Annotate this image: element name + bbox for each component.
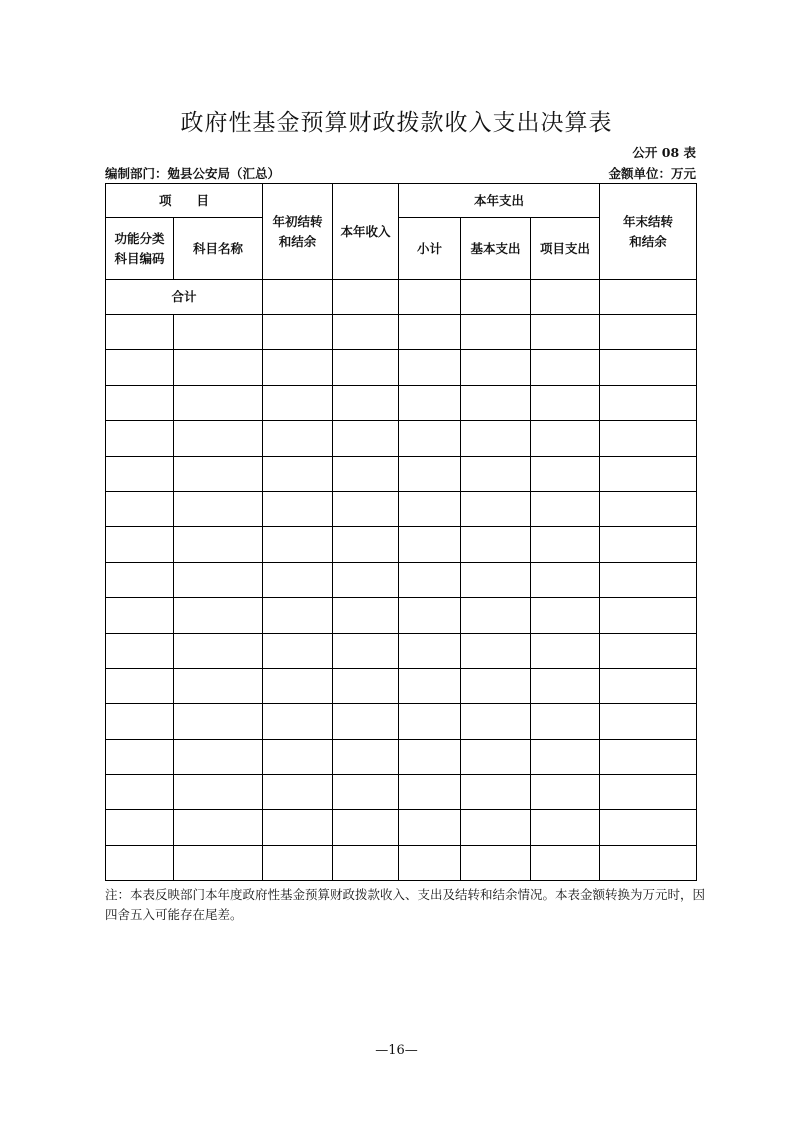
- table-cell: [174, 456, 263, 491]
- table-cell: [461, 350, 531, 385]
- header-subtotal: 小计: [399, 218, 461, 280]
- table-cell: [174, 562, 263, 597]
- table-cell: [263, 810, 333, 845]
- table-cell: [461, 633, 531, 668]
- table-row: [106, 527, 697, 562]
- table-cell: [600, 775, 697, 810]
- table-cell: [263, 315, 333, 350]
- form-number: 公开 08 表: [632, 145, 696, 160]
- table-row: [106, 385, 697, 420]
- table-cell: [106, 704, 174, 739]
- table-cell: [106, 739, 174, 774]
- table-cell: [399, 456, 461, 491]
- table-cell: [600, 704, 697, 739]
- table-cell: [106, 315, 174, 350]
- table-cell: [106, 810, 174, 845]
- table-cell: [531, 315, 600, 350]
- amount-unit: 金额单位：万元: [608, 166, 696, 181]
- table-cell: [174, 845, 263, 880]
- table-cell: [531, 456, 600, 491]
- table-cell: [531, 527, 600, 562]
- table-cell: [399, 633, 461, 668]
- table-cell: [174, 385, 263, 420]
- table-cell: [263, 668, 333, 703]
- table-cell: [600, 315, 697, 350]
- table-cell: [461, 598, 531, 633]
- table-cell: [333, 280, 399, 315]
- table-cell: [263, 385, 333, 420]
- table-cell: [461, 668, 531, 703]
- table-cell: [263, 845, 333, 880]
- table-row: [106, 775, 697, 810]
- table-cell: [333, 739, 399, 774]
- table-cell: [174, 598, 263, 633]
- table-cell: [600, 739, 697, 774]
- table-cell: [399, 562, 461, 597]
- table-row: [106, 668, 697, 703]
- table-cell: [531, 280, 600, 315]
- table-cell: [399, 704, 461, 739]
- table-cell: [399, 385, 461, 420]
- header-annual-income: 本年收入: [333, 184, 399, 280]
- table-note: 注：本表反映部门本年度政府性基金预算财政拨款收入、支出及结转和结余情况。本表金额转换为万元时，因四舍五入可能存在尾差。: [105, 887, 706, 922]
- table-cell: [531, 845, 600, 880]
- table-cell: [399, 527, 461, 562]
- table-cell: [263, 527, 333, 562]
- table-cell: [461, 562, 531, 597]
- header-subject-name: 科目名称: [174, 218, 263, 280]
- table-cell: [399, 598, 461, 633]
- table-cell: [333, 775, 399, 810]
- table-cell: [600, 810, 697, 845]
- table-cell: [531, 704, 600, 739]
- table-cell: [461, 491, 531, 526]
- table-cell: [174, 527, 263, 562]
- total-row: [106, 280, 697, 315]
- header-basic-expense: 基本支出: [461, 218, 531, 280]
- table-cell: [531, 668, 600, 703]
- compiling-department: 编制部门：勉县公安局（汇总）: [105, 166, 281, 181]
- table-row: [106, 845, 697, 880]
- table-cell: [174, 704, 263, 739]
- table-cell: [399, 739, 461, 774]
- table-cell: [174, 633, 263, 668]
- table-cell: [263, 491, 333, 526]
- table-cell: [106, 527, 174, 562]
- table-cell: [333, 633, 399, 668]
- table-cell: [399, 845, 461, 880]
- table-cell: [461, 704, 531, 739]
- table-row: [106, 633, 697, 668]
- table-cell: [461, 315, 531, 350]
- table-cell: [461, 280, 531, 315]
- table-cell: [106, 562, 174, 597]
- table-cell: [600, 385, 697, 420]
- table-cell: [174, 739, 263, 774]
- table-cell: [333, 350, 399, 385]
- table-cell: [600, 633, 697, 668]
- table-row: [106, 456, 697, 491]
- header-begin-balance: 年初结转 和结余: [263, 184, 333, 280]
- page-title: 政府性基金预算财政拨款收入支出决算表: [180, 110, 613, 136]
- table-cell: [600, 280, 697, 315]
- table-cell: [399, 668, 461, 703]
- table-cell: [333, 845, 399, 880]
- table-cell: [333, 527, 399, 562]
- table-cell: [600, 421, 697, 456]
- table-cell: [174, 668, 263, 703]
- table-cell: [106, 598, 174, 633]
- table-cell: [106, 421, 174, 456]
- table-row: [106, 350, 697, 385]
- table-cell: [531, 385, 600, 420]
- table-row: [106, 421, 697, 456]
- table-cell: [461, 810, 531, 845]
- table-row: [106, 562, 697, 597]
- table-cell: [106, 775, 174, 810]
- table-cell: [263, 739, 333, 774]
- table-cell: [333, 491, 399, 526]
- table-cell: [106, 456, 174, 491]
- table-cell: [531, 421, 600, 456]
- table-cell: [263, 562, 333, 597]
- table-cell: [333, 315, 399, 350]
- table-cell: [461, 385, 531, 420]
- header-end-balance: 年末结转 和结余: [600, 184, 697, 280]
- header-project-expense: 项目支出: [531, 218, 600, 280]
- page-number: —16—: [375, 1043, 418, 1058]
- table-cell: [174, 315, 263, 350]
- table-cell: [531, 810, 600, 845]
- table-cell: [263, 280, 333, 315]
- table-cell: [333, 562, 399, 597]
- table-cell: [333, 668, 399, 703]
- table-cell: [531, 739, 600, 774]
- table-cell: [600, 491, 697, 526]
- table-cell: [263, 704, 333, 739]
- table-cell: [399, 350, 461, 385]
- table-cell: [106, 633, 174, 668]
- table-cell: [531, 562, 600, 597]
- table-row: [106, 810, 697, 845]
- table-cell: [531, 598, 600, 633]
- table-cell: [333, 704, 399, 739]
- table-cell: [461, 845, 531, 880]
- table-cell: [600, 845, 697, 880]
- table-cell: [174, 421, 263, 456]
- table-cell: [600, 350, 697, 385]
- header-annual-expense: 本年支出: [399, 184, 600, 218]
- budget-table: [105, 183, 697, 881]
- table-cell: [263, 775, 333, 810]
- table-cell: [174, 810, 263, 845]
- table-cell: [399, 280, 461, 315]
- table-row: [106, 739, 697, 774]
- table-cell: [106, 668, 174, 703]
- table-cell: [531, 775, 600, 810]
- header-item: 项 目: [106, 184, 263, 218]
- table-row: [106, 704, 697, 739]
- table-cell: [600, 562, 697, 597]
- table-cell: [461, 421, 531, 456]
- table-cell: [461, 527, 531, 562]
- table-cell: [600, 598, 697, 633]
- table-cell: [333, 598, 399, 633]
- table-cell: [600, 456, 697, 491]
- table-cell: [106, 385, 174, 420]
- table-cell: [174, 350, 263, 385]
- table-cell: [461, 739, 531, 774]
- table-cell: [263, 598, 333, 633]
- table-cell: [399, 491, 461, 526]
- table-cell: [333, 810, 399, 845]
- table-row: [106, 491, 697, 526]
- table-cell: [399, 421, 461, 456]
- table-cell: [106, 845, 174, 880]
- table-cell: [333, 421, 399, 456]
- table-cell: [461, 775, 531, 810]
- table-cell: [174, 775, 263, 810]
- table-cell: [106, 491, 174, 526]
- total-label: 合计: [106, 280, 263, 315]
- table-row: [106, 598, 697, 633]
- header-function-code: 功能分类 科目编码: [106, 218, 174, 280]
- table-cell: [399, 775, 461, 810]
- table-cell: [461, 456, 531, 491]
- table-cell: [531, 633, 600, 668]
- table-row: [106, 315, 697, 350]
- table-cell: [399, 315, 461, 350]
- table-cell: [263, 633, 333, 668]
- table-cell: [333, 385, 399, 420]
- table-cell: [263, 456, 333, 491]
- table-cell: [399, 810, 461, 845]
- table-cell: [600, 668, 697, 703]
- table-cell: [333, 456, 399, 491]
- table-cell: [263, 421, 333, 456]
- table-cell: [600, 527, 697, 562]
- table-cell: [531, 491, 600, 526]
- table-cell: [106, 350, 174, 385]
- table-cell: [174, 491, 263, 526]
- table-cell: [531, 350, 600, 385]
- table-cell: [263, 350, 333, 385]
